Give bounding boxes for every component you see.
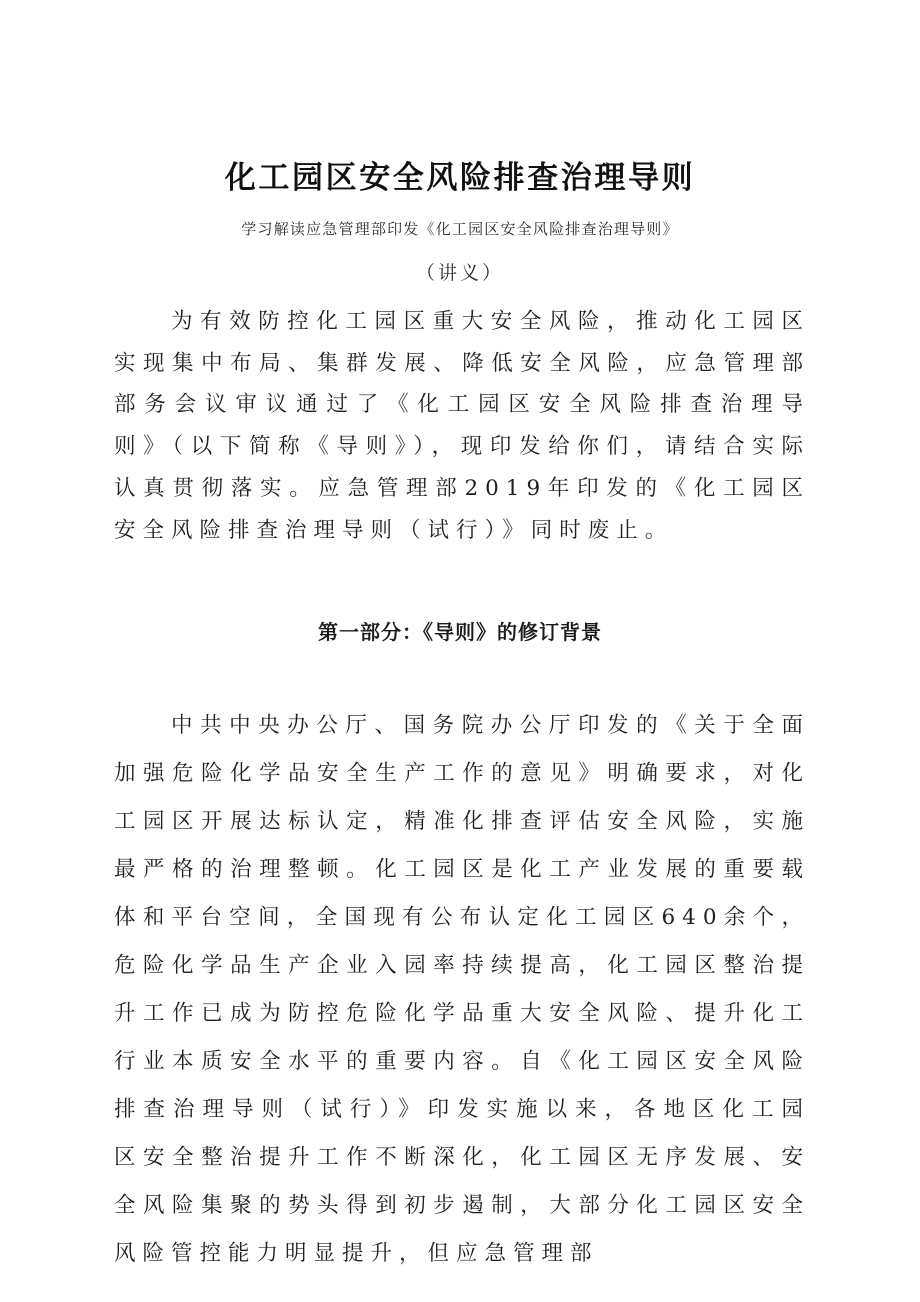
document-subtitle: 学习解读应急管理部印发《化工园区安全风险排查治理导则》 <box>241 220 679 238</box>
document-title: 化工园区安全风险排查治理导则 <box>224 160 696 196</box>
intro-paragraph: 为有效防控化工园区重大安全风险，推动化工园区实现集中布局、集群发展、降低安全风险，应急管理部部务会议审议通过了《化工园区安全风险排查治理导则》（以下简称《导则》），现印发给你们，请结合实际认真贯彻落实。应急管理部2019年印发的《化工园区安全风险排查治理导则（试行）》同时废止。 <box>114 309 810 543</box>
section-heading: 第一部分：《导则》的修订背景 <box>318 620 602 644</box>
document-note: （讲义） <box>415 262 504 284</box>
background-paragraph: 中共中央办公厅、国务院办公厅印发的《关于全面加强危险化学品安全生产工作的意见》明确要求，对化工园区开展达标认定，精准化排查评估安全风险，实施最严格的治理整顿。化工园区是化工产业发展的重要载体和平台空间，全国现有公布认定化工园区640余个，危险化学品生产企业入园率持续提高，化工园区整治提升工作已成为防控危险化学品重大安全风险、提升化工行业本质安全水平的重要内容。自《化工园区安全风险排查治理导则（试行）》印发实施以来，各地区化工园区安全整治提升工作不断深化，化工园区无序发展、安全风险集聚的势头得到初步遏制，大部分化工园区安全风险管控能力明显提升，但应急管理部 <box>114 713 810 1266</box>
